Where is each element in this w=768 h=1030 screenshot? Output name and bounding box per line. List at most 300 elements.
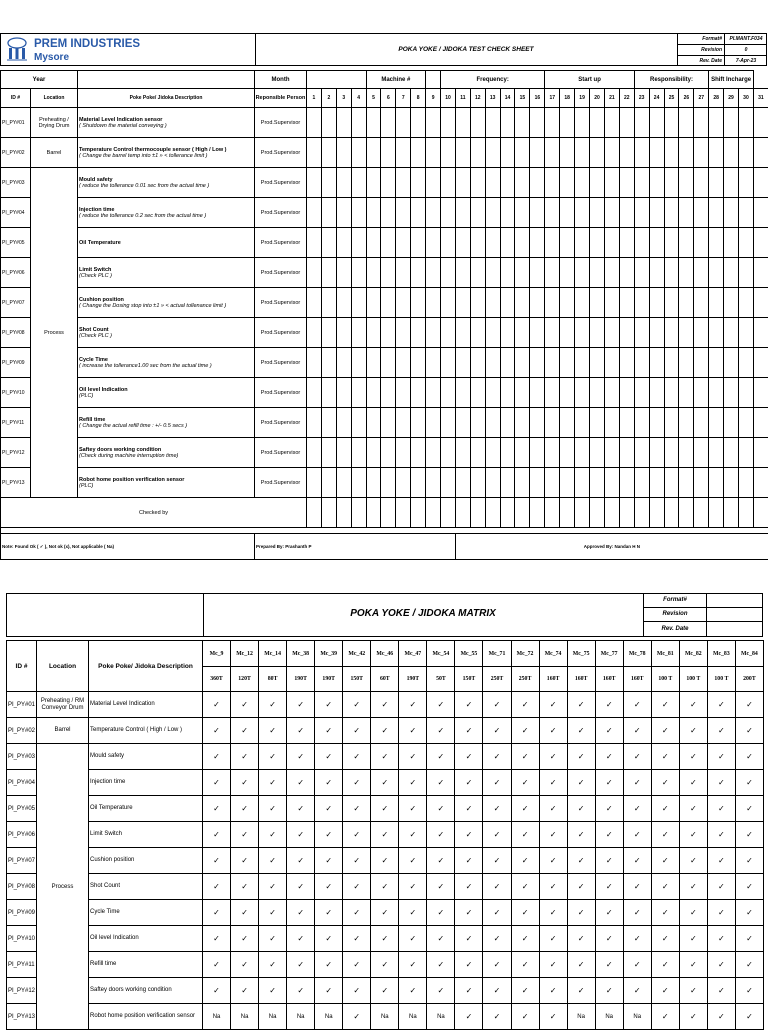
check-mark[interactable]: ✓	[511, 900, 539, 926]
machine-value[interactable]	[426, 71, 441, 89]
day-check-cell[interactable]	[694, 168, 709, 198]
check-mark[interactable]: ✓	[567, 926, 595, 952]
day-check-cell[interactable]	[426, 438, 441, 468]
day-check-cell[interactable]	[545, 288, 560, 318]
day-check-cell[interactable]	[709, 108, 724, 138]
day-check-cell[interactable]	[664, 348, 679, 378]
check-mark[interactable]: ✓	[259, 744, 287, 770]
day-check-cell[interactable]	[530, 138, 545, 168]
check-mark[interactable]: ✓	[315, 744, 343, 770]
check-mark[interactable]: ✓	[623, 952, 651, 978]
day-check-cell[interactable]	[500, 138, 515, 168]
check-mark[interactable]: ✓	[735, 770, 763, 796]
day-check-cell[interactable]	[664, 288, 679, 318]
day-check-cell[interactable]	[545, 438, 560, 468]
checked-by-cell[interactable]	[411, 498, 426, 528]
day-check-cell[interactable]	[307, 168, 322, 198]
check-mark[interactable]: ✓	[623, 978, 651, 1004]
day-check-cell[interactable]	[530, 198, 545, 228]
check-mark[interactable]: ✓	[511, 692, 539, 718]
check-mark[interactable]: ✓	[399, 900, 427, 926]
day-check-cell[interactable]	[709, 438, 724, 468]
check-mark[interactable]: ✓	[315, 978, 343, 1004]
day-check-cell[interactable]	[455, 348, 470, 378]
check-mark[interactable]: ✓	[651, 952, 679, 978]
day-check-cell[interactable]	[411, 108, 426, 138]
day-check-cell[interactable]	[307, 138, 322, 168]
day-check-cell[interactable]	[664, 108, 679, 138]
day-check-cell[interactable]	[530, 108, 545, 138]
day-check-cell[interactable]	[396, 198, 411, 228]
check-mark[interactable]: ✓	[203, 874, 231, 900]
day-check-cell[interactable]	[336, 318, 351, 348]
check-mark[interactable]: ✓	[483, 848, 511, 874]
check-mark[interactable]: ✓	[203, 770, 231, 796]
check-mark[interactable]: ✓	[707, 692, 735, 718]
day-check-cell[interactable]	[590, 468, 605, 498]
day-check-cell[interactable]	[530, 288, 545, 318]
check-mark[interactable]: ✓	[679, 1004, 707, 1030]
day-check-cell[interactable]	[649, 318, 664, 348]
check-mark[interactable]: ✓	[343, 978, 371, 1004]
checked-by-cell[interactable]	[500, 498, 515, 528]
check-mark[interactable]: ✓	[595, 900, 623, 926]
day-check-cell[interactable]	[351, 228, 366, 258]
day-check-cell[interactable]	[590, 318, 605, 348]
day-check-cell[interactable]	[604, 108, 619, 138]
day-check-cell[interactable]	[396, 258, 411, 288]
checked-by-cell[interactable]	[724, 498, 739, 528]
check-mark[interactable]: ✓	[343, 848, 371, 874]
check-mark[interactable]: ✓	[315, 900, 343, 926]
not-applicable-mark[interactable]: Na	[287, 1004, 315, 1030]
day-check-cell[interactable]	[649, 408, 664, 438]
checked-by-cell[interactable]	[753, 498, 768, 528]
day-check-cell[interactable]	[709, 378, 724, 408]
day-check-cell[interactable]	[500, 378, 515, 408]
day-check-cell[interactable]	[590, 288, 605, 318]
day-check-cell[interactable]	[709, 468, 724, 498]
day-check-cell[interactable]	[619, 228, 634, 258]
checked-by-cell[interactable]	[396, 498, 411, 528]
day-check-cell[interactable]	[575, 198, 590, 228]
checked-by-cell[interactable]	[366, 498, 381, 528]
day-check-cell[interactable]	[753, 168, 768, 198]
day-check-cell[interactable]	[753, 378, 768, 408]
check-mark[interactable]: ✓	[735, 952, 763, 978]
day-check-cell[interactable]	[649, 468, 664, 498]
day-check-cell[interactable]	[560, 258, 575, 288]
check-mark[interactable]: ✓	[483, 770, 511, 796]
check-mark[interactable]: ✓	[567, 952, 595, 978]
day-check-cell[interactable]	[724, 468, 739, 498]
day-check-cell[interactable]	[351, 258, 366, 288]
day-check-cell[interactable]	[634, 438, 649, 468]
day-check-cell[interactable]	[590, 108, 605, 138]
day-check-cell[interactable]	[307, 108, 322, 138]
day-check-cell[interactable]	[411, 198, 426, 228]
day-check-cell[interactable]	[441, 468, 456, 498]
day-check-cell[interactable]	[455, 168, 470, 198]
day-check-cell[interactable]	[411, 138, 426, 168]
check-mark[interactable]: ✓	[399, 874, 427, 900]
day-check-cell[interactable]	[724, 408, 739, 438]
day-check-cell[interactable]	[604, 318, 619, 348]
not-applicable-mark[interactable]: Na	[315, 1004, 343, 1030]
day-check-cell[interactable]	[739, 108, 754, 138]
day-check-cell[interactable]	[530, 468, 545, 498]
check-mark[interactable]: ✓	[679, 822, 707, 848]
day-check-cell[interactable]	[411, 288, 426, 318]
day-check-cell[interactable]	[694, 468, 709, 498]
check-mark[interactable]: ✓	[735, 718, 763, 744]
day-check-cell[interactable]	[381, 258, 396, 288]
day-check-cell[interactable]	[664, 408, 679, 438]
check-mark[interactable]: ✓	[483, 952, 511, 978]
day-check-cell[interactable]	[634, 288, 649, 318]
day-check-cell[interactable]	[679, 378, 694, 408]
day-check-cell[interactable]	[575, 468, 590, 498]
day-check-cell[interactable]	[426, 228, 441, 258]
day-check-cell[interactable]	[366, 198, 381, 228]
day-check-cell[interactable]	[753, 408, 768, 438]
day-check-cell[interactable]	[381, 198, 396, 228]
day-check-cell[interactable]	[515, 228, 530, 258]
day-check-cell[interactable]	[664, 228, 679, 258]
day-check-cell[interactable]	[515, 168, 530, 198]
day-check-cell[interactable]	[724, 138, 739, 168]
check-mark[interactable]: ✓	[707, 926, 735, 952]
day-check-cell[interactable]	[545, 348, 560, 378]
day-check-cell[interactable]	[530, 348, 545, 378]
day-check-cell[interactable]	[426, 318, 441, 348]
day-check-cell[interactable]	[739, 468, 754, 498]
day-check-cell[interactable]	[604, 198, 619, 228]
check-mark[interactable]: ✓	[455, 796, 483, 822]
check-mark[interactable]: ✓	[483, 718, 511, 744]
day-check-cell[interactable]	[485, 438, 500, 468]
day-check-cell[interactable]	[619, 108, 634, 138]
day-check-cell[interactable]	[426, 348, 441, 378]
check-mark[interactable]: ✓	[623, 692, 651, 718]
not-applicable-mark[interactable]: Na	[203, 1004, 231, 1030]
check-mark[interactable]: ✓	[595, 822, 623, 848]
day-check-cell[interactable]	[515, 378, 530, 408]
day-check-cell[interactable]	[575, 108, 590, 138]
day-check-cell[interactable]	[455, 318, 470, 348]
day-check-cell[interactable]	[500, 288, 515, 318]
day-check-cell[interactable]	[619, 438, 634, 468]
day-check-cell[interactable]	[515, 198, 530, 228]
day-check-cell[interactable]	[307, 378, 322, 408]
check-mark[interactable]: ✓	[343, 822, 371, 848]
day-check-cell[interactable]	[321, 138, 336, 168]
checked-by-cell[interactable]	[307, 498, 322, 528]
check-mark[interactable]: ✓	[203, 718, 231, 744]
day-check-cell[interactable]	[321, 438, 336, 468]
check-mark[interactable]: ✓	[707, 874, 735, 900]
day-check-cell[interactable]	[321, 198, 336, 228]
day-check-cell[interactable]	[634, 348, 649, 378]
check-mark[interactable]: ✓	[371, 718, 399, 744]
checked-by-cell[interactable]	[485, 498, 500, 528]
check-mark[interactable]: ✓	[651, 900, 679, 926]
day-check-cell[interactable]	[724, 258, 739, 288]
check-mark[interactable]: ✓	[595, 718, 623, 744]
check-mark[interactable]: ✓	[735, 1004, 763, 1030]
day-check-cell[interactable]	[470, 318, 485, 348]
day-check-cell[interactable]	[307, 318, 322, 348]
not-applicable-mark[interactable]: Na	[595, 1004, 623, 1030]
day-check-cell[interactable]	[724, 198, 739, 228]
day-check-cell[interactable]	[604, 468, 619, 498]
day-check-cell[interactable]	[649, 348, 664, 378]
day-check-cell[interactable]	[575, 318, 590, 348]
day-check-cell[interactable]	[336, 288, 351, 318]
day-check-cell[interactable]	[500, 258, 515, 288]
check-mark[interactable]: ✓	[231, 874, 259, 900]
day-check-cell[interactable]	[470, 198, 485, 228]
day-check-cell[interactable]	[381, 348, 396, 378]
check-mark[interactable]: ✓	[315, 692, 343, 718]
check-mark[interactable]: ✓	[259, 718, 287, 744]
check-mark[interactable]: ✓	[455, 874, 483, 900]
day-check-cell[interactable]	[679, 198, 694, 228]
day-check-cell[interactable]	[590, 138, 605, 168]
day-check-cell[interactable]	[634, 168, 649, 198]
day-check-cell[interactable]	[560, 198, 575, 228]
day-check-cell[interactable]	[351, 138, 366, 168]
day-check-cell[interactable]	[560, 378, 575, 408]
check-mark[interactable]: ✓	[455, 848, 483, 874]
day-check-cell[interactable]	[619, 318, 634, 348]
check-mark[interactable]: ✓	[651, 874, 679, 900]
check-mark[interactable]: ✓	[707, 822, 735, 848]
day-check-cell[interactable]	[455, 288, 470, 318]
check-mark[interactable]: ✓	[567, 718, 595, 744]
day-check-cell[interactable]	[381, 318, 396, 348]
check-mark[interactable]: ✓	[707, 718, 735, 744]
day-check-cell[interactable]	[560, 168, 575, 198]
day-check-cell[interactable]	[724, 288, 739, 318]
day-check-cell[interactable]	[441, 198, 456, 228]
check-mark[interactable]: ✓	[371, 978, 399, 1004]
check-mark[interactable]: ✓	[651, 822, 679, 848]
day-check-cell[interactable]	[619, 348, 634, 378]
day-check-cell[interactable]	[396, 288, 411, 318]
check-mark[interactable]: ✓	[287, 692, 315, 718]
check-mark[interactable]: ✓	[427, 692, 455, 718]
day-check-cell[interactable]	[679, 438, 694, 468]
check-mark[interactable]: ✓	[287, 822, 315, 848]
day-check-cell[interactable]	[470, 378, 485, 408]
day-check-cell[interactable]	[411, 468, 426, 498]
day-check-cell[interactable]	[307, 228, 322, 258]
day-check-cell[interactable]	[590, 348, 605, 378]
day-check-cell[interactable]	[336, 138, 351, 168]
day-check-cell[interactable]	[411, 318, 426, 348]
day-check-cell[interactable]	[634, 138, 649, 168]
day-check-cell[interactable]	[619, 258, 634, 288]
checked-by-cell[interactable]	[381, 498, 396, 528]
day-check-cell[interactable]	[426, 258, 441, 288]
checked-by-cell[interactable]	[515, 498, 530, 528]
checked-by-cell[interactable]	[604, 498, 619, 528]
day-check-cell[interactable]	[664, 138, 679, 168]
day-check-cell[interactable]	[560, 138, 575, 168]
day-check-cell[interactable]	[664, 258, 679, 288]
check-mark[interactable]: ✓	[539, 718, 567, 744]
day-check-cell[interactable]	[500, 408, 515, 438]
check-mark[interactable]: ✓	[203, 900, 231, 926]
day-check-cell[interactable]	[634, 468, 649, 498]
day-check-cell[interactable]	[441, 408, 456, 438]
check-mark[interactable]: ✓	[399, 718, 427, 744]
day-check-cell[interactable]	[381, 108, 396, 138]
day-check-cell[interactable]	[336, 108, 351, 138]
day-check-cell[interactable]	[515, 138, 530, 168]
check-mark[interactable]: ✓	[231, 900, 259, 926]
day-check-cell[interactable]	[485, 318, 500, 348]
day-check-cell[interactable]	[753, 348, 768, 378]
check-mark[interactable]: ✓	[203, 744, 231, 770]
checked-by-cell[interactable]	[560, 498, 575, 528]
day-check-cell[interactable]	[366, 168, 381, 198]
day-check-cell[interactable]	[604, 288, 619, 318]
day-check-cell[interactable]	[515, 258, 530, 288]
check-mark[interactable]: ✓	[623, 926, 651, 952]
day-check-cell[interactable]	[307, 438, 322, 468]
check-mark[interactable]: ✓	[567, 744, 595, 770]
day-check-cell[interactable]	[381, 288, 396, 318]
day-check-cell[interactable]	[604, 258, 619, 288]
day-check-cell[interactable]	[351, 348, 366, 378]
day-check-cell[interactable]	[739, 198, 754, 228]
check-mark[interactable]: ✓	[231, 744, 259, 770]
checked-by-cell[interactable]	[634, 498, 649, 528]
checked-by-cell[interactable]	[426, 498, 441, 528]
checked-by-cell[interactable]	[321, 498, 336, 528]
check-mark[interactable]: ✓	[399, 822, 427, 848]
check-mark[interactable]: ✓	[203, 692, 231, 718]
check-mark[interactable]: ✓	[343, 874, 371, 900]
check-mark[interactable]: ✓	[707, 1004, 735, 1030]
day-check-cell[interactable]	[694, 108, 709, 138]
day-check-cell[interactable]	[724, 168, 739, 198]
check-mark[interactable]: ✓	[455, 744, 483, 770]
day-check-cell[interactable]	[679, 468, 694, 498]
day-check-cell[interactable]	[426, 288, 441, 318]
check-mark[interactable]: ✓	[371, 952, 399, 978]
day-check-cell[interactable]	[739, 438, 754, 468]
check-mark[interactable]: ✓	[259, 848, 287, 874]
not-applicable-mark[interactable]: Na	[623, 1004, 651, 1030]
check-mark[interactable]: ✓	[511, 744, 539, 770]
check-mark[interactable]: ✓	[399, 926, 427, 952]
day-check-cell[interactable]	[590, 438, 605, 468]
check-mark[interactable]: ✓	[511, 874, 539, 900]
day-check-cell[interactable]	[396, 318, 411, 348]
check-mark[interactable]: ✓	[399, 952, 427, 978]
check-mark[interactable]: ✓	[539, 744, 567, 770]
check-mark[interactable]: ✓	[399, 796, 427, 822]
day-check-cell[interactable]	[753, 108, 768, 138]
check-mark[interactable]: ✓	[203, 822, 231, 848]
day-check-cell[interactable]	[694, 228, 709, 258]
day-check-cell[interactable]	[321, 108, 336, 138]
check-mark[interactable]: ✓	[623, 718, 651, 744]
day-check-cell[interactable]	[604, 348, 619, 378]
day-check-cell[interactable]	[485, 168, 500, 198]
checked-by-cell[interactable]	[530, 498, 545, 528]
check-mark[interactable]: ✓	[707, 796, 735, 822]
day-check-cell[interactable]	[426, 168, 441, 198]
check-mark[interactable]: ✓	[707, 848, 735, 874]
check-mark[interactable]: ✓	[651, 848, 679, 874]
day-check-cell[interactable]	[590, 408, 605, 438]
day-check-cell[interactable]	[515, 468, 530, 498]
day-check-cell[interactable]	[366, 288, 381, 318]
check-mark[interactable]: ✓	[371, 848, 399, 874]
check-mark[interactable]: ✓	[231, 926, 259, 952]
day-check-cell[interactable]	[619, 378, 634, 408]
check-mark[interactable]: ✓	[539, 848, 567, 874]
day-check-cell[interactable]	[709, 258, 724, 288]
day-check-cell[interactable]	[321, 258, 336, 288]
check-mark[interactable]: ✓	[595, 952, 623, 978]
check-mark[interactable]: ✓	[231, 770, 259, 796]
day-check-cell[interactable]	[724, 228, 739, 258]
check-mark[interactable]: ✓	[287, 796, 315, 822]
check-mark[interactable]: ✓	[679, 718, 707, 744]
day-check-cell[interactable]	[441, 378, 456, 408]
day-check-cell[interactable]	[545, 318, 560, 348]
not-applicable-mark[interactable]: Na	[371, 1004, 399, 1030]
check-mark[interactable]: ✓	[343, 926, 371, 952]
day-check-cell[interactable]	[649, 108, 664, 138]
day-check-cell[interactable]	[470, 258, 485, 288]
check-mark[interactable]: ✓	[679, 692, 707, 718]
check-mark[interactable]: ✓	[231, 796, 259, 822]
day-check-cell[interactable]	[664, 318, 679, 348]
day-check-cell[interactable]	[530, 408, 545, 438]
check-mark[interactable]: ✓	[623, 744, 651, 770]
check-mark[interactable]: ✓	[231, 952, 259, 978]
check-mark[interactable]: ✓	[707, 744, 735, 770]
check-mark[interactable]: ✓	[539, 822, 567, 848]
check-mark[interactable]: ✓	[455, 718, 483, 744]
day-check-cell[interactable]	[664, 378, 679, 408]
day-check-cell[interactable]	[753, 468, 768, 498]
day-check-cell[interactable]	[530, 258, 545, 288]
day-check-cell[interactable]	[753, 228, 768, 258]
check-mark[interactable]: ✓	[371, 770, 399, 796]
day-check-cell[interactable]	[575, 378, 590, 408]
day-check-cell[interactable]	[485, 258, 500, 288]
day-check-cell[interactable]	[634, 408, 649, 438]
day-check-cell[interactable]	[470, 228, 485, 258]
day-check-cell[interactable]	[455, 438, 470, 468]
day-check-cell[interactable]	[485, 348, 500, 378]
check-mark[interactable]: ✓	[371, 822, 399, 848]
check-mark[interactable]: ✓	[287, 718, 315, 744]
check-mark[interactable]: ✓	[371, 900, 399, 926]
check-mark[interactable]: ✓	[231, 692, 259, 718]
day-check-cell[interactable]	[679, 318, 694, 348]
checked-by-cell[interactable]	[351, 498, 366, 528]
day-check-cell[interactable]	[366, 408, 381, 438]
check-mark[interactable]: ✓	[231, 822, 259, 848]
